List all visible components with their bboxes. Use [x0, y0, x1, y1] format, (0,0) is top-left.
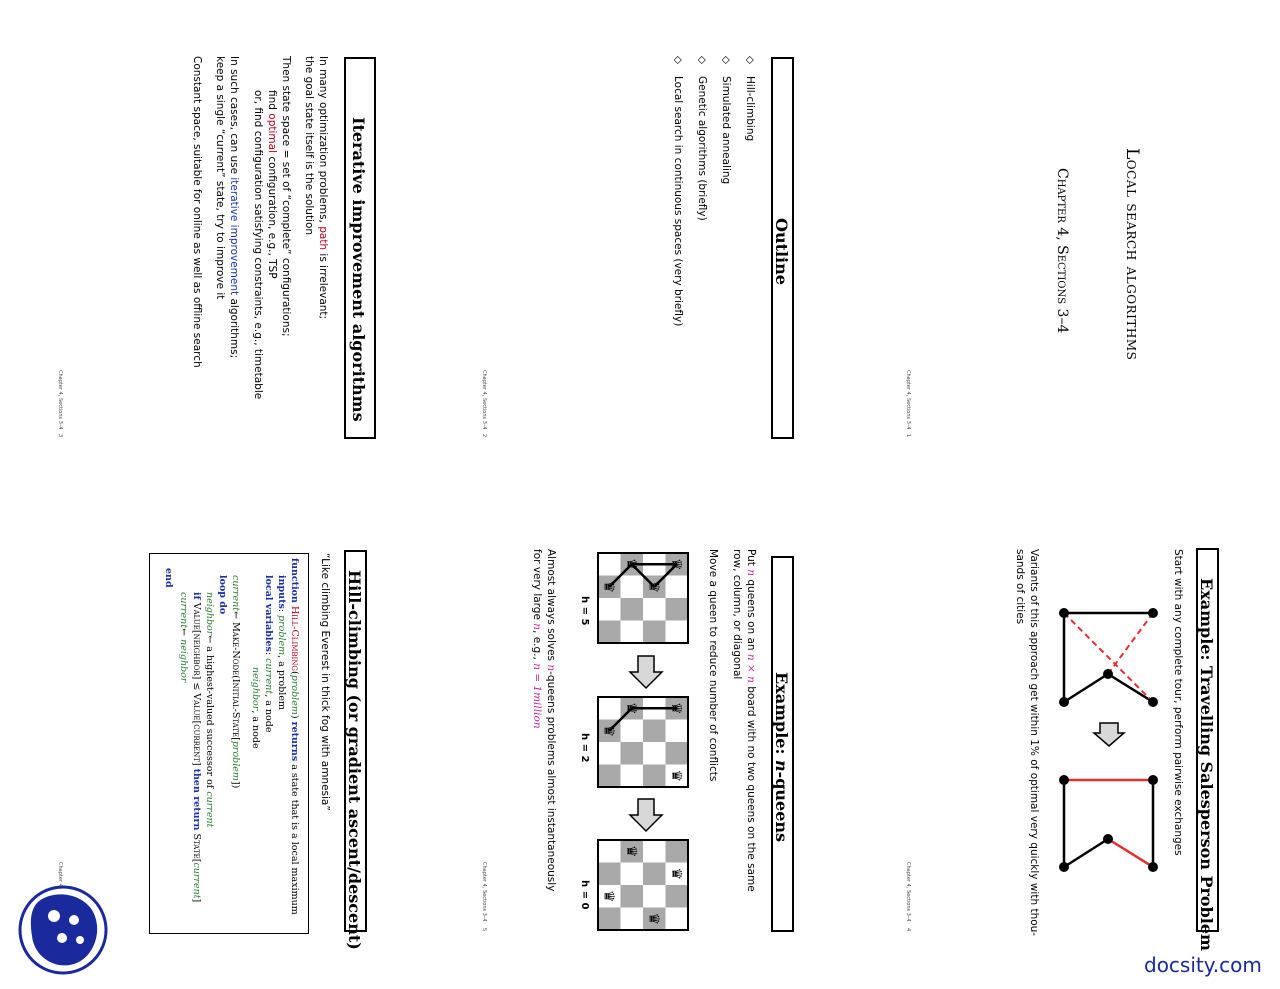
- page-num-4: 4: [905, 928, 911, 932]
- code-line-6: loop do: [217, 575, 228, 615]
- page-num-5: 5: [481, 928, 487, 932]
- queens-line-2: row, column, or diagonal: [731, 549, 743, 680]
- code-line-1: function Hill-Climbing(problem) returns a state that is a local maximum: [289, 558, 300, 915]
- docsity-watermark[interactable]: docsity.com: [1144, 953, 1262, 977]
- hill-quote: “Like climbing Everest in thick fog with amnesia”: [319, 553, 331, 811]
- footer-1: Chapter 4, Sections 3–4: [905, 370, 911, 430]
- docsity-logo-icon: [18, 880, 108, 976]
- queens-heading: Example: n-queens: [772, 672, 791, 843]
- queen-icon: ♛: [600, 889, 617, 903]
- footer-2: Chapter 4, Sections 3–4: [481, 370, 487, 430]
- queens-line-5: for very large n, e.g., n = 1million: [531, 549, 543, 729]
- page-num-3: 3: [57, 434, 63, 438]
- queens-h-label-2: h = 2: [579, 733, 590, 763]
- tsp-line-1: Variants of this approach get within 1% of optimal very quickly with thou-: [1028, 549, 1040, 937]
- queens-board-1: [598, 553, 688, 643]
- code-line-5: current← Make-Node(Initial-State[problem]): [230, 575, 241, 789]
- queens-arrow-icon: [628, 654, 664, 690]
- queens-line-3: Move a queen to reduce number of conflicts: [707, 549, 719, 782]
- iterative-line-3: Then state space = set of “complete” configurations;: [280, 56, 292, 337]
- queen-icon: ♛: [667, 867, 684, 881]
- outline-bullet-3: ◇: [696, 56, 708, 65]
- title-slide-subtitle: Chapter 4, Sections 3–4: [1054, 168, 1070, 334]
- tsp-intro: Start with any complete tour, perform pairwise exchanges: [1172, 549, 1184, 856]
- queens-line-4: Almost always solves n-queens problems almost instantaneously: [545, 549, 557, 892]
- outline-item-3: Genetic algorithms (briefly): [696, 76, 708, 221]
- queen-icon: ♛: [645, 580, 662, 594]
- queen-icon: ♛: [645, 912, 662, 926]
- iterative-heading: Iterative improvement algorithms: [349, 117, 368, 422]
- outline-heading: Outline: [772, 218, 791, 285]
- queen-icon: ♛: [622, 701, 639, 715]
- queen-icon: ♛: [622, 557, 639, 571]
- iterative-line-7: keep a single “current” state, try to improve it: [214, 56, 226, 300]
- iterative-line-4: find optimal configuration, e.g., TSP: [266, 90, 278, 279]
- queens-line-1: Put n queens on an n × n board with no two queens on the same: [745, 549, 757, 892]
- queen-icon: ♛: [667, 769, 684, 783]
- code-line-10: end: [163, 568, 174, 588]
- page-num-1: 1: [905, 434, 911, 438]
- queens-h-label-3: h = 0: [579, 880, 590, 910]
- queen-icon: ♛: [622, 844, 639, 858]
- queen-icon: ♛: [667, 701, 684, 715]
- tsp-diagram: [1050, 600, 1170, 880]
- code-line-7: neighbor← a highest-valued successor of current: [204, 592, 215, 828]
- outline-item-2: Simulated annealing: [720, 76, 732, 185]
- code-line-4: neighbor, a node: [250, 667, 261, 749]
- outline-item-1: Hill-climbing: [744, 76, 756, 142]
- queen-icon: ♛: [600, 580, 617, 594]
- code-line-2: inputs: problem, a problem: [276, 575, 287, 710]
- iterative-line-2: the goal state itself is the solution: [303, 56, 315, 236]
- footer-5: Chapter 4, Sections 3–4: [481, 862, 487, 922]
- iterative-line-8: Constant space, suitable for online as well as offline search: [191, 56, 203, 368]
- page-num-2: 2: [481, 434, 487, 438]
- tsp-heading: Example: Travelling Salesperson Problem: [1197, 578, 1216, 951]
- iterative-line-5: or, find configuration satisfying constraints, e.g., timetable: [252, 90, 264, 400]
- queen-icon: ♛: [600, 724, 617, 738]
- queens-board-2: [598, 697, 688, 787]
- footer-3: Chapter 4, Sections 3–4: [57, 370, 63, 430]
- iterative-line-6: In such cases, can use iterative improvement algorithms;: [228, 56, 240, 359]
- iterative-line-1: In many optimization problems, path is irrelevant;: [317, 56, 329, 320]
- outline-bullet-4: ◇: [672, 56, 684, 65]
- outline-bullet-1: ◇: [744, 56, 756, 65]
- code-line-9: current← neighbor: [178, 592, 189, 683]
- code-line-8: if Value[neighbor] ≤ Value[current] then return State[current]: [191, 592, 202, 903]
- queens-arrow-icon: [628, 797, 664, 833]
- hill-heading: Hill-climbing (or gradient ascent/descent): [345, 570, 364, 950]
- outline-bullet-2: ◇: [720, 56, 732, 65]
- queens-h-label-1: h = 5: [579, 596, 590, 626]
- queens-board-3: [598, 840, 688, 930]
- footer-4: Chapter 4, Sections 3–4: [905, 862, 911, 922]
- queen-icon: ♛: [667, 557, 684, 571]
- code-line-3: local variables: current, a node: [263, 575, 274, 733]
- tsp-line-2: sands of cities: [1014, 549, 1026, 625]
- outline-item-4: Local search in continuous spaces (very briefly): [672, 76, 684, 327]
- title-slide-title: Local search algorithms: [1122, 148, 1142, 361]
